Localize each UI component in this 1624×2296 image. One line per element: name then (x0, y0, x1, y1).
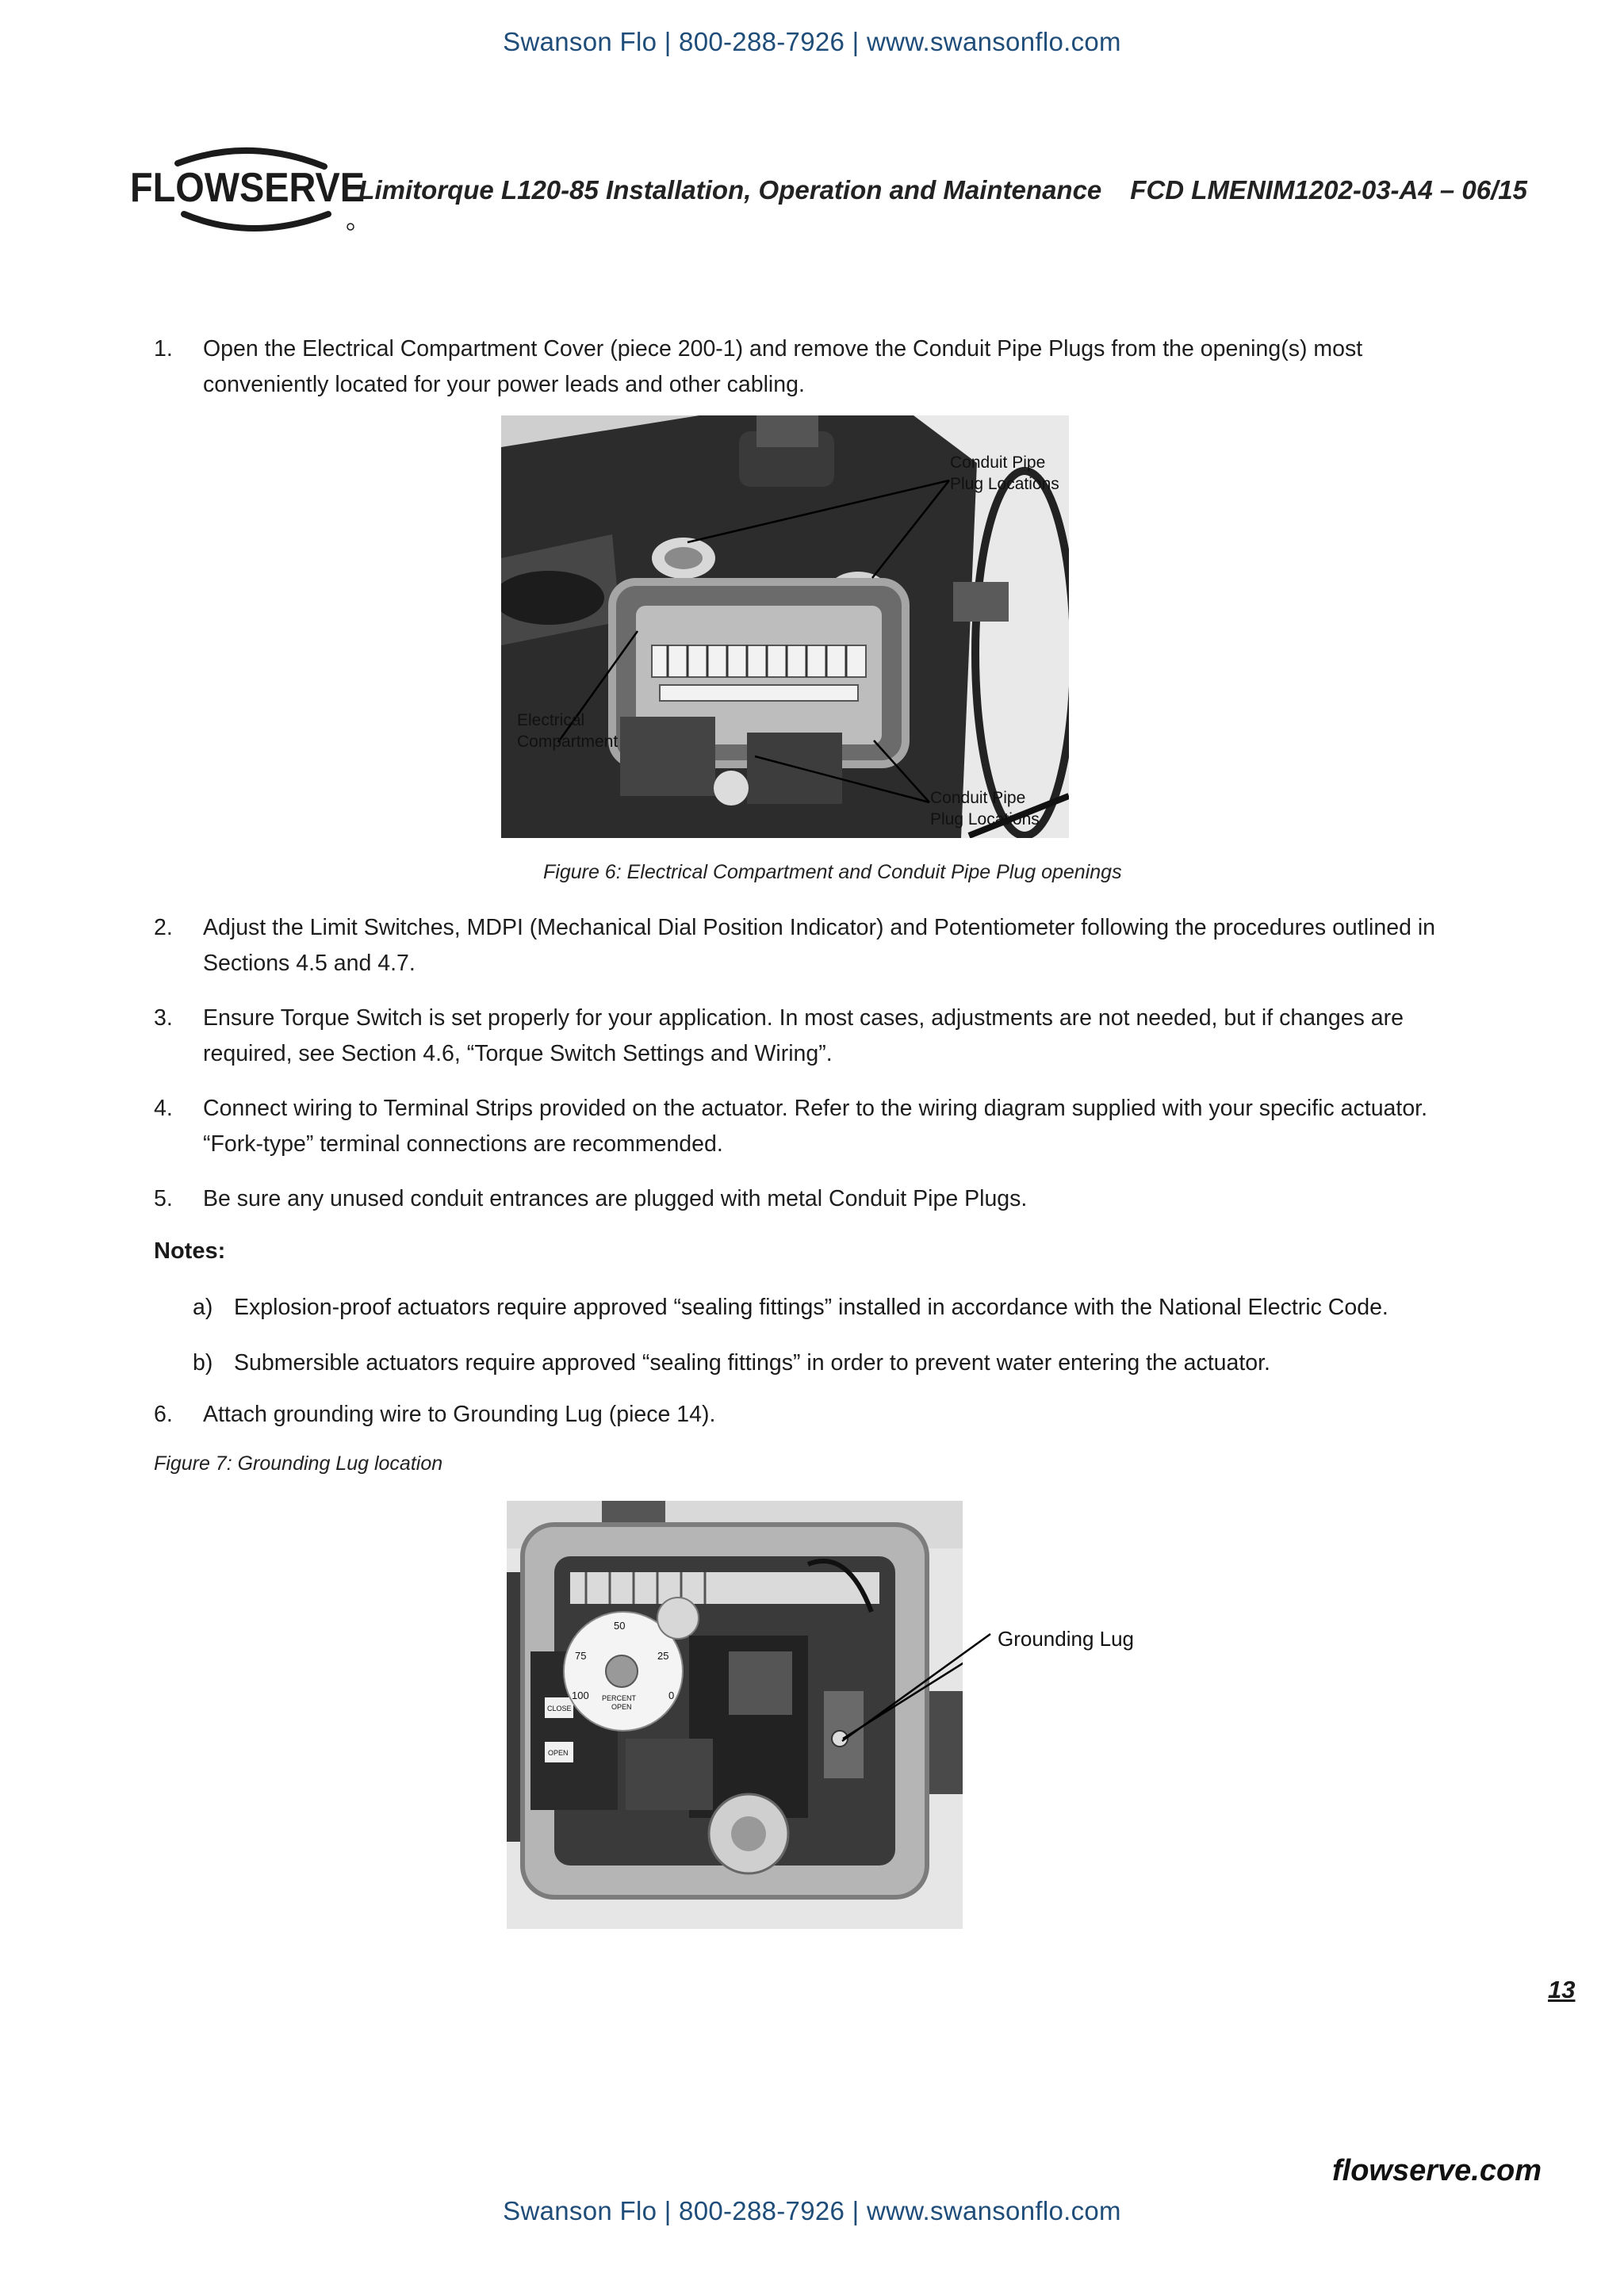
note-text: Explosion-proof actuators require approved “sealing fittings” installed in accordance with the National Electric Code. (234, 1295, 1388, 1320)
callout-grounding-lug: Grounding Lug (998, 1627, 1135, 1651)
note-a (193, 1290, 1461, 1326)
running-header (358, 175, 1527, 205)
callout-electrical-compartment: Electrical Compartment (517, 711, 619, 751)
step-text: Open the Electrical Compartment Cover (piece 200-1) and remove the Conduit Pipe Plugs from the opening(s) most conveniently located for your power leads and other cabling. (203, 336, 1363, 397)
step-number: 6. (154, 1402, 173, 1427)
figure-7-caption: Figure 7: Grounding Lug location (154, 1452, 443, 1475)
manual-title: Limitorque L120-85 Installation, Operation and Maintenance (358, 175, 1102, 205)
note-text: Submersible actuators require approved “sealing fittings” in order to prevent water entering the actuator. (234, 1350, 1270, 1376)
footer-website: flowserve.com (1332, 2154, 1542, 2187)
note-letter: b) (193, 1350, 213, 1376)
step-number: 2. (154, 915, 173, 940)
step-1 (154, 331, 1486, 403)
flowserve-logo (130, 141, 368, 236)
step-6 (154, 1397, 1486, 1433)
note-b (193, 1345, 1461, 1381)
step-number: 1. (154, 336, 173, 362)
figure-6-caption: Figure 6: Electrical Compartment and Conduit Pipe Plug openings (543, 861, 1122, 883)
dial-open: OPEN (611, 1703, 632, 1711)
grounding-lug-leader-line (833, 1633, 991, 1744)
close-tag: CLOSE (547, 1705, 572, 1712)
dial-100: 100 (572, 1689, 589, 1701)
step-number: 4. (154, 1096, 173, 1121)
dial-25: 25 (657, 1650, 669, 1662)
notes-heading: Notes: (154, 1238, 226, 1264)
bottom-banner: Swanson Flo | 800-288-7926 | www.swansonflo.com (503, 2196, 1121, 2225)
note-letter: a) (193, 1295, 213, 1320)
step-number: 5. (154, 1186, 173, 1211)
open-tag: OPEN (548, 1749, 569, 1757)
dial-0: 0 (668, 1689, 675, 1701)
step-2 (154, 910, 1486, 982)
step-text: Be sure any unused conduit entrances are plugged with metal Conduit Pipe Plugs. (203, 1186, 1028, 1211)
top-banner: Swanson Flo | 800-288-7926 | www.swansonflo.com (503, 27, 1121, 56)
callout-conduit-plug-top: Conduit Pipe Plug Locations (950, 453, 1059, 493)
step-text: Adjust the Limit Switches, MDPI (Mechanical Dial Position Indicator) and Potentiometer following the procedures outlined in Sections 4.5 and 4.7. (203, 915, 1436, 976)
dial-50: 50 (614, 1620, 626, 1632)
dial-percent: PERCENT (602, 1694, 637, 1702)
page-number: 13 (1548, 1976, 1576, 2003)
step-text: Ensure Torque Switch is set properly for your application. In most cases, adjustments are not needed, but if changes are required, see Section 4.6, “Torque Switch Settings and Wiring”. (203, 1005, 1404, 1066)
step-number: 3. (154, 1005, 173, 1031)
step-3 (154, 1001, 1486, 1072)
doc-code: FCD LMENIM1202-03-A4 – 06/15 (1130, 175, 1527, 205)
dial-75: 75 (575, 1650, 587, 1662)
logo-wordmark: FLOWSERVE (130, 165, 365, 211)
step-4 (154, 1091, 1486, 1162)
step-5 (154, 1181, 1486, 1217)
step-text: Attach grounding wire to Grounding Lug (piece 14). (203, 1402, 716, 1427)
callout-conduit-plug-bottom: Conduit Pipe Plug Locations (930, 789, 1040, 828)
step-text: Connect wiring to Terminal Strips provided on the actuator. Refer to the wiring diagram supplied with your specific actuator. “Fork-type” terminal connections are recommended. (203, 1096, 1428, 1157)
